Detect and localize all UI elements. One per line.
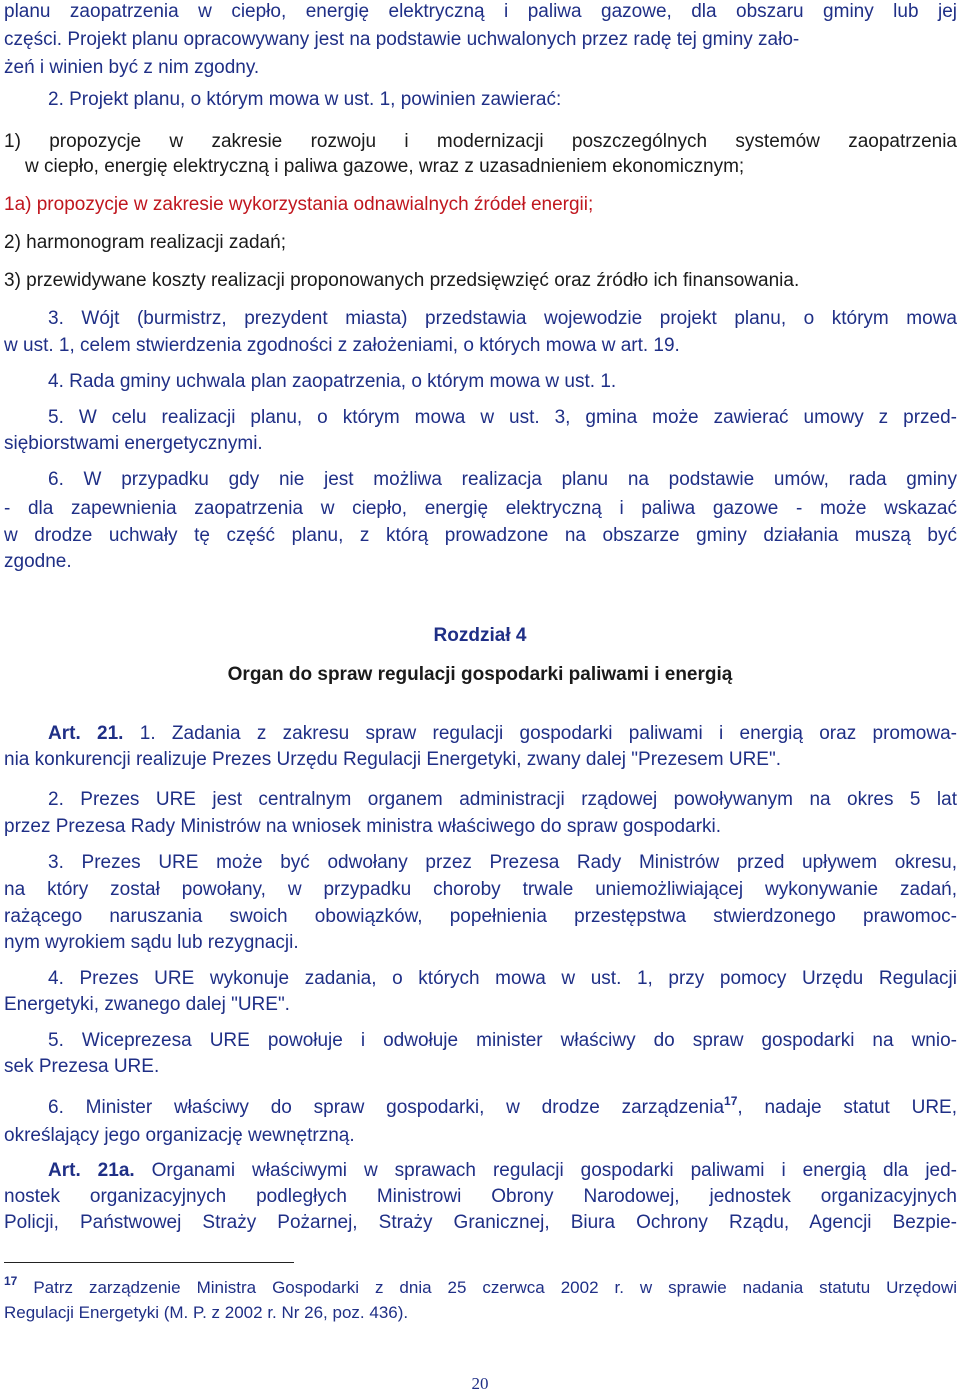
line-text: 6. Minister właściwy do spraw gospodarki, w drodze zarządzenia xyxy=(48,1097,725,1118)
text-line xyxy=(4,903,957,931)
text-line xyxy=(4,54,957,82)
line-text-after: , nadaje statut URE, xyxy=(737,1097,957,1118)
article-label: Art. 21a. xyxy=(48,1160,152,1181)
text-line xyxy=(4,965,957,993)
chapter-number: Rozdział 4 xyxy=(433,625,527,646)
text-line xyxy=(4,86,957,114)
line-text: - dla zapewnienia zaopatrzenia w ciepło, energię elektryczną i paliwa gazowe - może wskazać xyxy=(4,498,957,519)
line-text: rażącego naruszania swoich obowiązków, popełnienia przestępstwa stwierdzonego prawomoc- xyxy=(4,906,957,927)
line-text: sek Prezesa URE. xyxy=(4,1056,160,1077)
line-text: określający jego organizację wewnętrzną. xyxy=(4,1125,355,1146)
page-number: 20 xyxy=(471,1374,489,1393)
text-line xyxy=(4,1209,957,1237)
text-line xyxy=(4,26,957,54)
text-line xyxy=(4,1157,957,1185)
line-text: siębiorstwami energetycznymi. xyxy=(4,433,263,454)
line-text: Patrz zarządzenie Ministra Gospodarki z dnia 25 czerwca 2002 r. w sprawie nadania statutu Urzędowi xyxy=(33,1278,957,1297)
text-line xyxy=(4,229,957,257)
text-line xyxy=(4,1274,957,1302)
text-line xyxy=(4,466,957,494)
footnote-divider xyxy=(4,1262,294,1263)
footnote-reference: 17 xyxy=(724,1094,738,1108)
text-line xyxy=(4,0,957,26)
line-text: 5. W celu realizacji planu, o którym mowa w ust. 3, gmina może zawierać umowy z przed- xyxy=(48,407,957,428)
line-text: Policji, Państwowej Straży Pożarnej, Straży Granicznej, Biura Ochrony Rządu, Agencji Bezpie- xyxy=(4,1212,957,1233)
line-text: zgodne. xyxy=(4,551,72,572)
line-text: na który został powołany, w przypadku choroby trwale uniemożliwiającej wykonywanie zadań, xyxy=(4,879,957,900)
text-line xyxy=(4,305,957,333)
text-line xyxy=(4,267,957,295)
line-text: 3) przewidywane koszty realizacji proponowanych przedsięwzięć oraz źródło ich finansowania. xyxy=(4,270,800,291)
text-line xyxy=(4,368,957,396)
line-text: w ust. 1, celem stwierdzenia zgodności z założeniami, o których mowa w art. 19. xyxy=(4,335,680,356)
text-line xyxy=(4,929,957,957)
text-line xyxy=(4,495,957,523)
text-line xyxy=(4,746,957,774)
text-line xyxy=(4,128,957,156)
line-text: 6. W przypadku gdy nie jest możliwa realizacja planu na podstawie umów, rada gminy xyxy=(48,469,957,490)
line-text: 5. Wiceprezesa URE powołuje i odwołuje minister właściwy do spraw gospodarki na wnio- xyxy=(48,1030,957,1051)
text-line xyxy=(4,1053,957,1081)
line-text: nym wyrokiem sądu lub rezygnacji. xyxy=(4,932,299,953)
line-text: 4. Rada gminy uchwala plan zaopatrzenia, o którym mowa w ust. 1. xyxy=(48,371,617,392)
text-line xyxy=(4,786,957,814)
text-line xyxy=(4,1122,957,1150)
text-line xyxy=(4,548,957,576)
footnote-marker: 17 xyxy=(4,1274,18,1288)
text-line xyxy=(4,332,957,360)
line-text: 2. Prezes URE jest centralnym organem administracji rządowej powoływanym na okres 5 lat xyxy=(48,789,957,810)
line-text: Organami właściwymi w sprawach regulacji gospodarki paliwami i energią dla jed- xyxy=(151,1160,957,1181)
line-text: Regulacji Energetyki (M. P. z 2002 r. Nr 26, poz. 436). xyxy=(4,1303,409,1322)
text-line xyxy=(4,720,957,748)
text-line xyxy=(4,404,957,432)
text-line xyxy=(4,1299,957,1327)
line-text: przez Prezesa Rady Ministrów na wniosek ministra właściwego do spraw gospodarki. xyxy=(4,816,722,837)
text-line xyxy=(4,849,957,877)
text-line xyxy=(4,1183,957,1211)
text-line xyxy=(4,191,957,219)
line-text: 1) propozycje w zakresie rozwoju i modernizacji poszczególnych systemów zaopatrzenia xyxy=(4,131,957,152)
line-text: żeń i winien być z nim zgodny. xyxy=(4,57,260,78)
text-line xyxy=(4,1027,957,1055)
line-text: planu zaopatrzenia w ciepło, energię elektryczną i paliwa gazowe, dla obszaru gminy lub jej xyxy=(4,1,957,22)
line-text: 3. Wójt (burmistrz, prezydent miasta) przedstawia wojewodzie projekt planu, o którym mowa xyxy=(48,308,957,329)
text-line xyxy=(4,1094,957,1122)
line-text: części. Projekt planu opracowywany jest na podstawie uchwalonych przez radę tej gminy zało- xyxy=(4,29,800,50)
line-text: 2) harmonogram realizacji zadań; xyxy=(4,232,286,253)
line-text: 1a) propozycje w zakresie wykorzystania odnawialnych źródeł energii; xyxy=(4,194,594,215)
line-text: nia konkurencji realizuje Prezes Urzędu Regulacji Energetyki, zwany dalej "Prezesem URE". xyxy=(4,749,781,770)
line-text: 2. Projekt planu, o którym mowa w ust. 1, powinien zawierać: xyxy=(48,89,562,110)
line-text: nostek organizacyjnych podległych Ministrowi Obrony Narodowej, jednostek organizacyjnych xyxy=(4,1186,957,1207)
article-label: Art. 21. xyxy=(48,723,140,744)
text-line xyxy=(4,430,957,458)
text-line xyxy=(4,991,957,1019)
text-line xyxy=(4,813,957,841)
line-text: 3. Prezes URE może być odwołany przez Prezesa Rady Ministrów przed upływem okresu, xyxy=(48,852,957,873)
text-line xyxy=(4,876,957,904)
text-line xyxy=(4,153,957,181)
chapter-title: Organ do spraw regulacji gospodarki paliwami i energią xyxy=(227,664,733,685)
line-text: Energetyki, zwanego dalej "URE". xyxy=(4,994,290,1015)
line-text: 4. Prezes URE wykonuje zadania, o których mowa w ust. 1, przy pomocy Urzędu Regulacji xyxy=(48,968,957,989)
text-line xyxy=(4,522,957,550)
line-text: w ciepło, energię elektryczną i paliwa gazowe, wraz z uzasadnieniem ekonomicznym; xyxy=(25,156,745,177)
line-text: w drodze uchwały tę część planu, z którą prowadzone na obszarze gminy działania muszą być xyxy=(4,525,957,546)
line-text: 1. Zadania z zakresu spraw regulacji gospodarki paliwami i energią oraz promowa- xyxy=(139,723,957,744)
